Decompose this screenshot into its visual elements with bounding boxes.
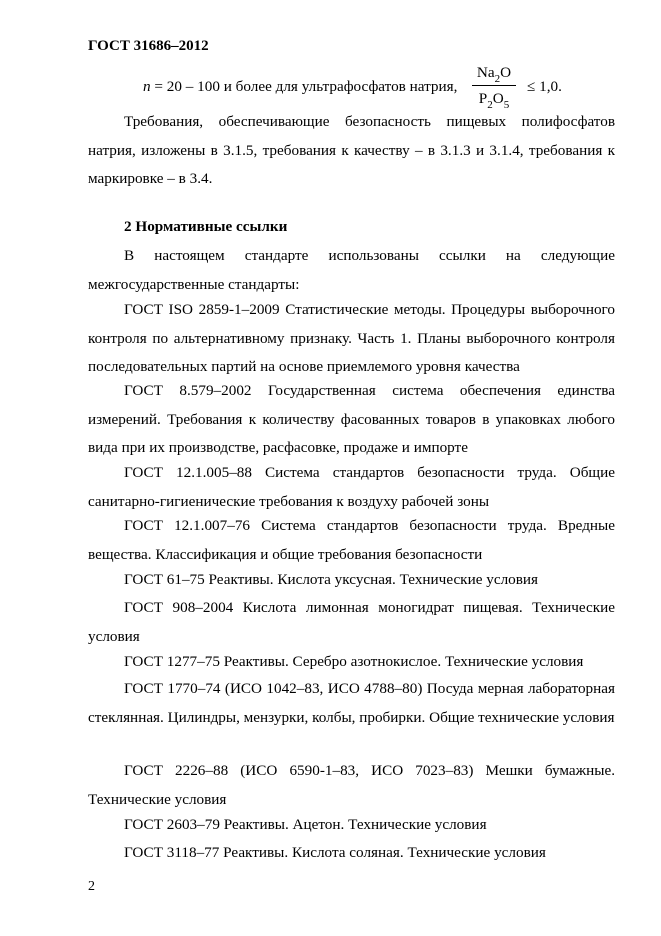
- denominator-o: O: [492, 90, 504, 107]
- reference-text: ГОСТ 908–2004 Кислота лимонная моногидрат пищевая. Технические условия: [88, 599, 615, 645]
- reference-text: ГОСТ 8.579–2002 Государственная система обеспечения единства измерений. Требования к количеству фасованных товаров в упаковках любого вида при их производстве, расфасовке, продаже и импорте: [88, 382, 615, 456]
- formula-rhs: ≤ 1,0.: [527, 78, 562, 95]
- reference-text: ГОСТ 61–75 Реактивы. Кислота уксусная. Технические условия: [124, 571, 539, 588]
- section-lead: [88, 242, 615, 299]
- formula-expression: = 20 – 100 и более для ультрафосфатов натрия,: [150, 78, 458, 95]
- section-lead-text: В настоящем стандарте использованы ссылки на следующие межгосударственные стандарты:: [88, 247, 615, 293]
- reference-item: [88, 512, 615, 569]
- intro-text: Требования, обеспечивающие безопасность пищевых полифосфатов натрия, изложены в 3.1.5, требования к качеству – в 3.1.3 и 3.1.4, требования к маркировке – в 3.4.: [88, 113, 615, 187]
- formula-variable: n: [143, 78, 151, 95]
- reference-text: ГОСТ 3118–77 Реактивы. Кислота соляная. Технические условия: [124, 844, 546, 861]
- numerator-o: O: [500, 64, 512, 81]
- intro-paragraph: [88, 108, 615, 194]
- reference-text: ГОСТ 1770–74 (ИСО 1042–83, ИСО 4788–80) Посуда мерная лабораторная стеклянная. Цилиндры, мензурки, колбы, пробирки. Общие технические условия: [88, 680, 615, 726]
- reference-text: ГОСТ ISO 2859-1–2009 Статистические методы. Процедуры выборочного контроля по альтернативному признаку. Часть 1. Планы выборочного контроля последовательных партий на основе приемлемого уровня качества: [88, 301, 615, 375]
- reference-item: [88, 296, 615, 382]
- fraction-denominator: [472, 88, 516, 110]
- fraction-bar: [472, 85, 516, 86]
- reference-item: [88, 648, 615, 677]
- reference-item: [88, 594, 615, 651]
- reference-item: [88, 675, 615, 732]
- reference-item: [88, 459, 615, 516]
- reference-item: [88, 566, 615, 595]
- numerator-subscript: 2: [494, 73, 501, 85]
- reference-text: ГОСТ 1277–75 Реактивы. Серебро азотнокислое. Технические условия: [124, 653, 584, 670]
- denominator-p: P: [478, 90, 488, 107]
- reference-text: ГОСТ 2226–88 (ИСО 6590-1–83, ИСО 7023–83) Мешки бумажные. Технические условия: [88, 762, 615, 808]
- reference-text: ГОСТ 12.1.005–88 Система стандартов безопасности труда. Общие санитарно-гигиенические требования к воздуху рабочей зоны: [88, 464, 615, 510]
- formula-lhs: [143, 78, 457, 96]
- reference-item: [88, 839, 615, 868]
- reference-item: [88, 377, 615, 463]
- reference-item: [88, 811, 615, 840]
- reference-text: ГОСТ 2603–79 Реактивы. Ацетон. Технические условия: [124, 816, 487, 833]
- page-number: 2: [88, 879, 95, 894]
- reference-text: ГОСТ 12.1.007–76 Система стандартов безопасности труда. Вредные вещества. Классификация и общие требования безопасности: [88, 517, 615, 563]
- numerator-na: Na: [476, 64, 495, 81]
- section-title: 2 Нормативные ссылки: [124, 218, 288, 235]
- denominator-subscript-1: 2: [487, 99, 493, 111]
- formula-fraction: [472, 62, 516, 110]
- document-header: ГОСТ 31686–2012: [88, 38, 209, 54]
- fraction-numerator: [472, 62, 516, 84]
- denominator-subscript-2: 5: [503, 99, 510, 111]
- reference-item: [88, 757, 615, 814]
